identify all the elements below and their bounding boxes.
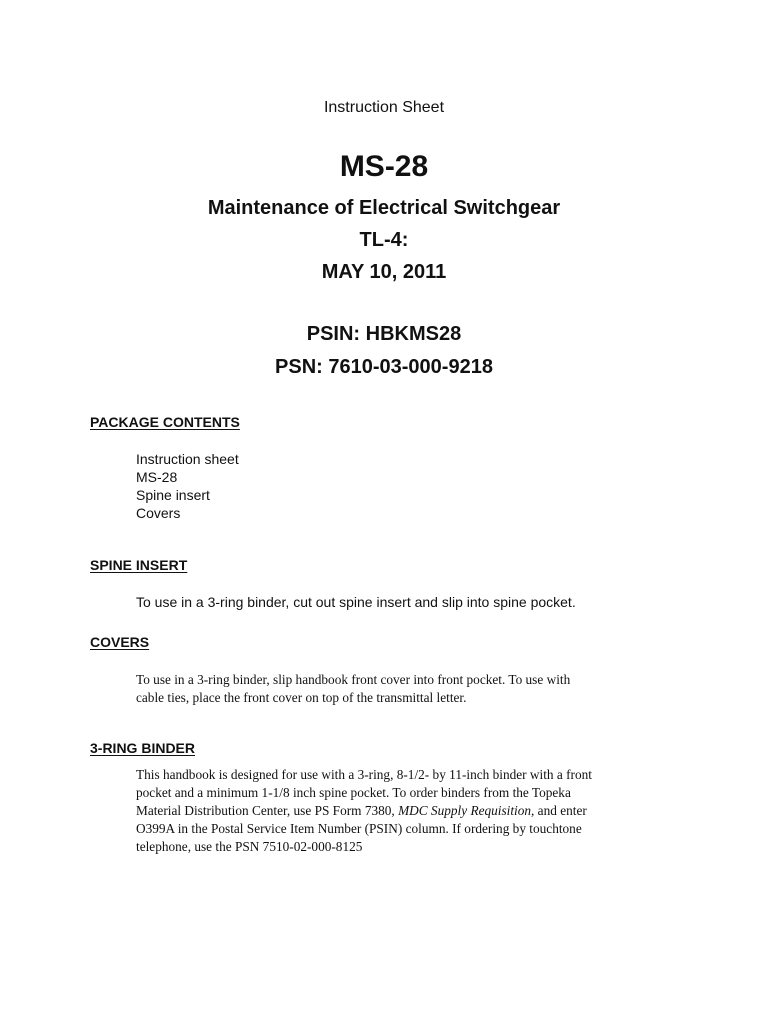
list-item: Covers [136,505,181,521]
covers-line: To use in a 3-ring binder, slip handbook front cover into front pocket. To use with [136,672,571,687]
spine-insert-text: To use in a 3-ring binder, cut out spine insert and slip into spine pocket. [136,594,576,610]
list-item: MS-28 [136,469,178,485]
binder-line: O399A in the Postal Service Item Number (PSIN) column. If ordering by touchtone [136,821,582,836]
binder-line [136,802,646,820]
package-contents-list [136,450,239,522]
binder-line: telephone, use the PSN 7510-02-000-8125 [136,839,363,854]
spine-insert-heading: SPINE INSERT [90,557,188,573]
covers-heading: COVERS [90,634,150,650]
form-name-emphasis: MDC Supply Requisition [398,803,532,818]
list-item: Spine insert [136,487,210,503]
document-code: MS-28 [339,150,429,183]
psin-number: PSIN: HBKMS28 [306,323,462,345]
document-label: Instruction Sheet [323,99,445,116]
covers-text [136,671,646,707]
document-date: MAY 10, 2011 [321,261,447,283]
three-ring-binder-text [136,766,646,856]
three-ring-binder-heading: 3-RING BINDER [90,740,196,756]
covers-line: cable ties, place the front cover on top of the transmittal letter. [136,690,467,705]
binder-line: This handbook is designed for use with a 3-ring, 8-1/2- by 11-inch binder with a front [136,767,592,782]
binder-line-part: Material Distribution Center, use PS Form 7380, [136,803,399,818]
binder-line-part: , and enter [531,803,587,818]
psn-number: PSN: 7610-03-000-9218 [275,356,493,378]
list-item: Instruction sheet [136,451,239,467]
binder-line: pocket and a minimum 1-1/8 inch spine pocket. To order binders from the Topeka [136,785,571,800]
transmittal-letter-number: TL-4: [359,229,409,251]
package-contents-heading: PACKAGE CONTENTS [90,414,240,430]
document-title: Maintenance of Electrical Switchgear [207,197,561,219]
